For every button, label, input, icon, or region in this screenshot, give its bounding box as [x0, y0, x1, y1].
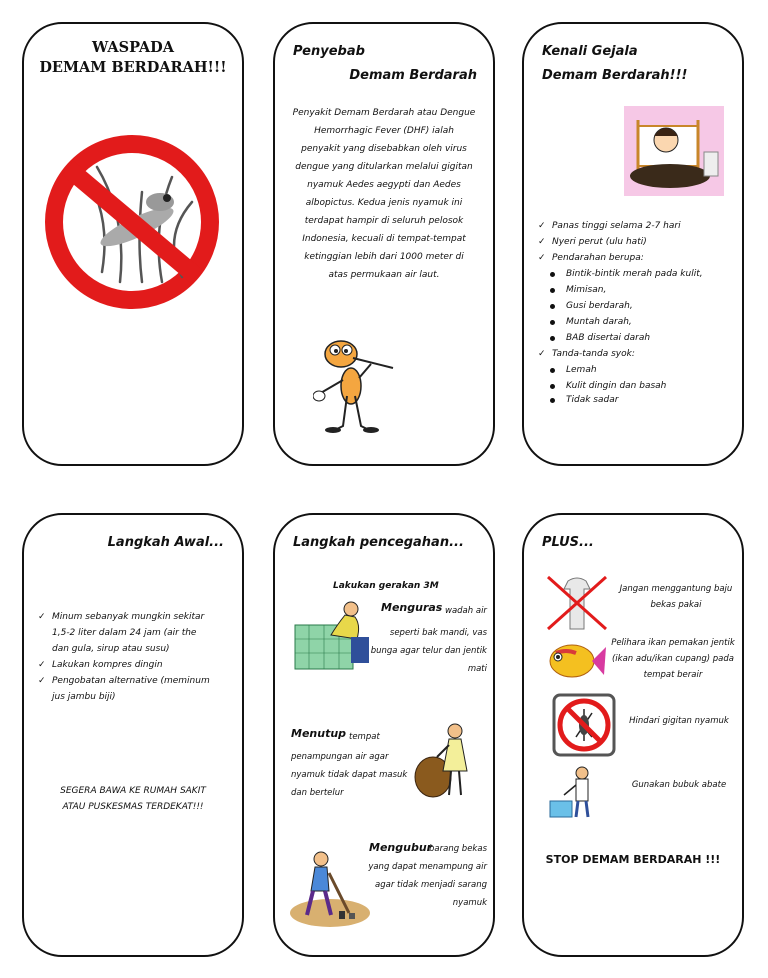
symptoms-title-line1: Kenali Gejala — [542, 44, 638, 59]
tip-line: Jangan menggantung baju — [619, 584, 733, 594]
urgent-line: ATAU PUSKESMAS TERDEKAT!!! — [62, 802, 204, 812]
item-text: Lemah — [566, 365, 597, 375]
item-text: Panas tinggi selama 2-7 hari — [552, 221, 681, 231]
check-icon: ✓ — [538, 237, 546, 247]
shock-label-list — [538, 346, 738, 362]
tip-4: Gunakan bubuk abate — [631, 780, 727, 790]
symptoms-title-line2: Demam Berdarah!!! — [542, 68, 688, 83]
tip-line: tempat berair — [643, 670, 703, 680]
item-text: jus jambu biji) — [52, 692, 116, 702]
cover-title-line1: WASPADA — [91, 39, 174, 56]
bullet-icon — [550, 304, 555, 309]
item-text: Nyeri perut (ulu hati) — [552, 237, 647, 247]
m1-line: bunga agar telur dan jentik — [370, 646, 487, 656]
check-icon: ✓ — [38, 612, 46, 622]
covering-jar-icon — [413, 721, 473, 801]
cause-title-line1: Penyebab — [293, 44, 365, 59]
panel-prevention — [273, 513, 495, 957]
list-item — [538, 250, 738, 266]
item-text: 1,5-2 liter dalam 24 jam (air the — [52, 628, 197, 638]
item-text: Muntah darah, — [566, 317, 632, 327]
tip-2 — [604, 635, 742, 683]
no-mosquito-sign-icon — [42, 132, 222, 312]
urgent-line: SEGERA BAWA KE RUMAH SAKIT — [60, 786, 206, 796]
no-mosquito-bite-icon — [552, 693, 616, 757]
list-item — [538, 378, 738, 394]
first-steps-title: Langkah Awal... — [107, 535, 224, 550]
abate-powder-icon — [546, 765, 608, 821]
list-item — [538, 298, 738, 314]
item-text: Tidak sadar — [566, 395, 619, 405]
cover-title — [24, 38, 242, 78]
m3-line: agar tidak menjadi sarang — [375, 880, 487, 890]
first-steps-list — [38, 609, 238, 705]
tip-line: (ikan adu/ikan cupang) pada — [611, 654, 734, 664]
list-item — [538, 234, 738, 250]
bleeding-list — [538, 266, 738, 346]
list-item — [538, 314, 738, 330]
paragraph-line: penyakit yang disebabkan oleh virus — [301, 144, 467, 154]
plus-title: PLUS... — [542, 535, 594, 550]
panel-symptoms — [522, 22, 744, 466]
list-item — [38, 657, 238, 673]
bullet-icon — [550, 398, 555, 403]
urgent-notice — [24, 783, 242, 815]
m2-line: nyamuk tidak dapat masuk — [291, 770, 408, 780]
prevention-subtitle: Lakukan gerakan 3M — [333, 581, 439, 591]
item-text: Minum sebanyak mungkin sekitar — [52, 612, 205, 622]
item-text: Pendarahan berupa: — [552, 253, 644, 263]
tip-1 — [612, 581, 740, 613]
panel-first-steps — [22, 513, 244, 957]
draining-tub-icon — [291, 595, 373, 673]
item-text: Mimisan, — [566, 285, 607, 295]
list-item — [538, 330, 738, 346]
no-hanging-clothes-icon — [546, 575, 608, 631]
list-item — [38, 609, 238, 625]
item-text: dan gula, sirup atau susu) — [52, 644, 170, 654]
fish-icon — [546, 639, 608, 683]
m2-line: dan bertelur — [291, 788, 344, 798]
m3-word: Mengubur — [369, 841, 433, 854]
symptoms-list — [538, 218, 738, 266]
m1-line: wadah air — [445, 606, 487, 616]
m1-word: Menguras — [381, 601, 443, 614]
list-item — [538, 282, 738, 298]
burying-cans-icon — [289, 849, 371, 929]
panel-cause — [273, 22, 495, 466]
item-text: Bintik-bintik merah pada kulit, — [566, 269, 703, 279]
tip-line: Pelihara ikan pemakan jentik — [611, 638, 735, 648]
m2-word: Menutup — [291, 727, 347, 740]
cover-title-line2: DEMAM BERDARAH!!! — [39, 59, 227, 76]
prevention-title: Langkah pencegahan... — [293, 535, 464, 550]
bullet-icon — [550, 272, 555, 277]
item-text: BAB disertai darah — [566, 333, 651, 343]
list-item — [538, 266, 738, 282]
m3-line: yang dapat menampung air — [368, 862, 487, 872]
item-text: Kulit dingin dan basah — [566, 381, 667, 391]
bullet-icon — [550, 368, 555, 373]
cause-title-line2: Demam Berdarah — [349, 68, 477, 83]
tip-3: Hindari gigitan nyamuk — [629, 716, 729, 726]
paragraph-line: Penyakit Demam Berdarah atau Dengue — [292, 108, 476, 118]
check-icon: ✓ — [538, 349, 546, 359]
m3-line: nyamuk — [452, 898, 487, 908]
m1-line: mati — [467, 664, 487, 674]
bullet-icon — [550, 320, 555, 325]
cause-paragraph — [281, 104, 487, 284]
sick-child-in-bed-icon — [624, 106, 724, 196]
item-text: Pengobatan alternative (meminum — [52, 676, 210, 686]
tip-line: bekas pakai — [650, 600, 702, 610]
item-text: Lakukan kompres dingin — [52, 660, 163, 670]
m2-line: tempat — [349, 732, 380, 742]
paragraph-line: ketinggian lebih dari 1000 meter di — [304, 252, 464, 262]
m3-line: barang bekas — [429, 844, 487, 854]
paragraph-line: terdapat hampir di seluruh pelosok — [304, 216, 464, 226]
check-icon: ✓ — [538, 253, 546, 263]
paragraph-line: albopictus. Kedua jenis nyamuk ini — [305, 198, 463, 208]
item-text: Tanda-tanda syok: — [552, 349, 635, 359]
check-icon: ✓ — [38, 676, 46, 686]
check-icon: ✓ — [538, 221, 546, 231]
mosquito-cartoon-icon — [313, 334, 403, 434]
paragraph-line: dengue yang ditularkan melalui gigitan — [295, 162, 473, 172]
paragraph-line: nyamuk Aedes aegypti dan Aedes — [307, 180, 461, 190]
m1-line: seperti bak mandi, vas — [389, 628, 487, 638]
list-item — [538, 218, 738, 234]
bullet-icon — [550, 336, 555, 341]
panel-plus — [522, 513, 744, 957]
shock-list — [538, 362, 738, 406]
list-item — [538, 394, 738, 406]
bullet-icon — [550, 384, 555, 389]
list-item — [538, 346, 738, 362]
m2-line: penampungan air agar — [291, 752, 389, 762]
list-item — [538, 362, 738, 378]
stop-dbd-footer: STOP DEMAM BERDARAH !!! — [545, 853, 721, 866]
paragraph-line: Indonesia, kecuali di tempat-tempat — [302, 234, 466, 244]
paragraph-line: atas permukaan air laut. — [328, 270, 440, 280]
list-item — [38, 673, 238, 689]
panel-cover — [22, 22, 244, 466]
check-icon: ✓ — [38, 660, 46, 670]
paragraph-line: Hemorrhagic Fever (DHF) ialah — [314, 126, 454, 136]
item-text: Gusi berdarah, — [566, 301, 633, 311]
bullet-icon — [550, 288, 555, 293]
